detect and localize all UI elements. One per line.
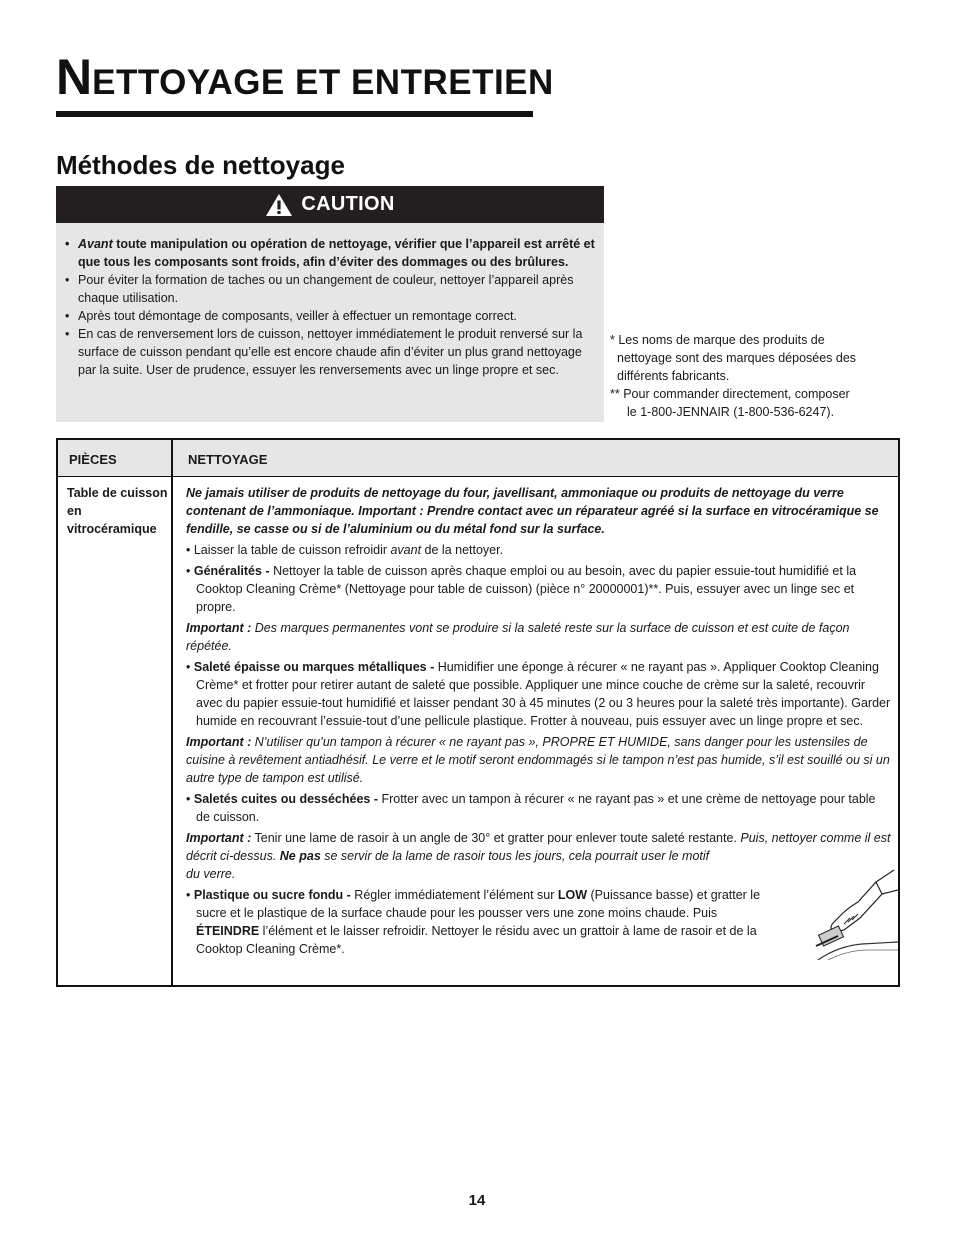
important-note: Important : N’utiliser qu’un tampon à récurer « ne rayant pas », PROPRE ET HUMIDE, sans danger pour les ustensiles de cuisine à revêtement antiadhésif. Le verre et le motif seront endommagés si le tampon n’est pas humide, s’il est souillé ou si un autre type de tampon est utilisé.: [186, 735, 890, 785]
warning-text: Ne jamais utiliser de produits de nettoyage du four, javellisant, ammoniaque ou produits de nettoyage du verre contenant de l’ammoniaque. Important : Prendre contact avec un réparateur agréé si la surface en vitrocéramique se fendille, se casse ou si de l’aluminium ou du métal fond sur la surface.: [186, 486, 879, 536]
title-underline: [56, 111, 533, 117]
caution-label: CAUTION: [301, 193, 395, 215]
caution-list: [56, 223, 604, 379]
instruction-general: • Généralités - Nettoyer la table de cuisson après chaque emploi ou au besoin, avec du papier essuie-tout humidifié et la Cooktop Cleaning Crème* (Nettoyage pour table de cuisson) (pièce n° 20000001)**. Puis, essuyer avec un linge sec et propre.: [186, 564, 857, 614]
footnotes: [610, 331, 910, 421]
warning-icon: [265, 193, 293, 217]
instruction-melted-plastic: • Plastique ou sucre fondu - Régler immédiatement l’élément sur LOW (Puissance basse) et gratter le sucre et le plastique de la surface chaude pour les pousser vers une zone moins chaude. Puis ÉTEINDRE l’élément et le laisser refroidir. Nettoyer le résidu avec un grattoir à lame de rasoir et de la Cooktop Cleaning Crème*.: [186, 888, 761, 956]
caution-item: • En cas de renversement lors de cuisson, nettoyer immédiatement le produit renversé sur la surface de cuisson pendant qu’elle est encore chaude afin d’éviter un plus grand nettoyage par la suite. User de prudence, essuyer les renversements avec un linge propre et sec.: [78, 325, 596, 379]
important-note: Important : Des marques permanentes vont se produire si la saleté reste sur la surface de cuisson et est cuite de façon répétée.: [186, 621, 850, 653]
column-divider: [171, 440, 173, 985]
caution-item: • Pour éviter la formation de taches ou un changement de couleur, nettoyer l’appareil après chaque utilisation.: [78, 271, 596, 307]
table-header: [58, 440, 898, 477]
section-heading: Méthodes de nettoyage: [56, 150, 345, 180]
caution-item: • Après tout démontage de composants, veiller à effectuer un remontage correct.: [78, 307, 596, 325]
instruction-dried-soil: • Saletés cuites ou desséchées - Frotter avec un tampon à récurer « ne rayant pas » et une crème de nettoyage pour table de cuisson.: [186, 792, 876, 824]
part-name: Table de cuisson en vitrocéramique: [67, 486, 168, 536]
cleaning-instructions: [186, 484, 892, 961]
caution-header: [56, 186, 604, 223]
instruction-heavy-soil: • Saleté épaisse ou marques métalliques - Humidifier une éponge à récurer « ne rayant pas ». Appliquer Cooktop Cleaning Crème* et frotter pour retirer autant de saleté que possible. Appliquer une mince couche de crème sur la saleté, recouvrir avec du papier essuie-tout humidifié et laisser pendant 30 à 45 minutes (2 ou 3 heures pour la saleté très importante). Garder humide en recouvrant l’essuie-tout d’une pellicule plastique. Frotter à nouveau, puis essuyer avec un linge propre et sec.: [186, 660, 891, 728]
footnote-line: nettoyage sont des marques déposées des: [617, 351, 857, 365]
footnote-line: le 1-800-JENNAIR (1-800-536-6247).: [627, 405, 835, 419]
caution-item: • Avant toute manipulation ou opération de nettoyage, vérifier que l’appareil est arrêté et que tous les composants sont froids, afin d’éviter des dommages ou des brûlures.: [78, 235, 596, 271]
important-note: Important : Tenir une lame de rasoir à un angle de 30° et gratter pour enlever toute saleté restante. Puis, nettoyer comme il est décrit ci-dessus. Ne pas se servir de la lame de rasoir tous les jours, cela pourrait user le motif du verre.: [186, 831, 891, 881]
caution-box: [56, 186, 604, 422]
page-title: NETTOYAGE ET ENTRETIEN: [56, 49, 554, 105]
scraper-illustration: [798, 860, 898, 960]
cleaning-table: [56, 438, 900, 987]
instruction-cool: • Laisser la table de cuisson refroidir avant de la nettoyer.: [186, 543, 504, 557]
footnote-line: * Les noms de marque des produits de: [610, 333, 825, 347]
page-number: 14: [468, 1192, 486, 1209]
footnote-line: ** Pour commander directement, composer: [610, 387, 850, 401]
footnote-line: différents fabricants.: [617, 369, 730, 383]
column-header-cleaning: NETTOYAGE: [188, 452, 268, 467]
column-header-parts: PIÈCES: [69, 452, 117, 467]
